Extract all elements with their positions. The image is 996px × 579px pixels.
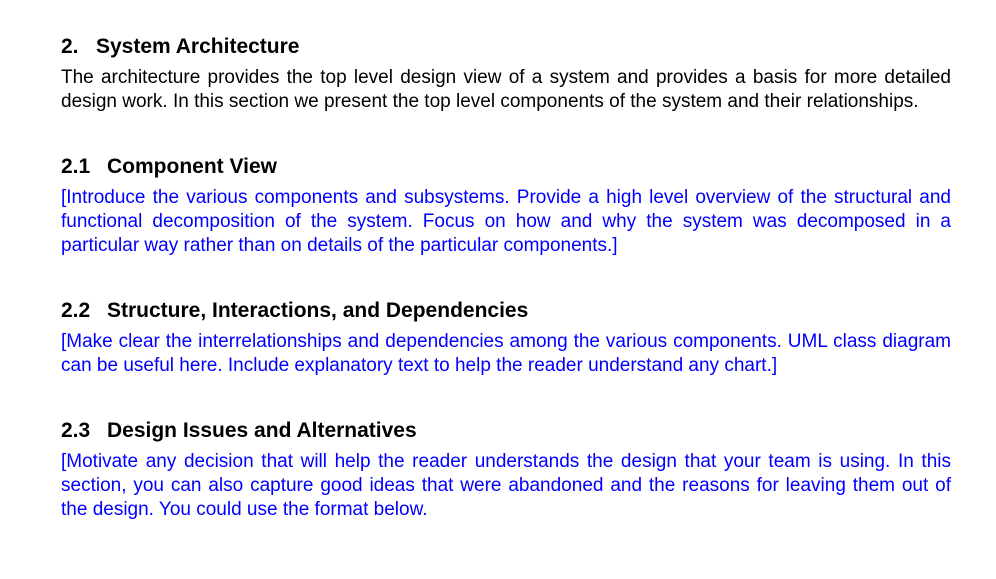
subsection-number: 2.1 xyxy=(61,155,91,178)
subsection-number: 2.2 xyxy=(61,299,91,322)
subsection-title: Design Issues and Alternatives xyxy=(107,419,417,442)
section-paragraph: The architecture provides the top level design view of a system and provides a basis for more detailed design work. In this section we present the top level components of the system and their relationships. xyxy=(61,67,951,112)
instruction-paragraph-design-issues: [Motivate any decision that will help the reader understands the design that your team is using. In this section, you can also capture good ideas that were abandoned and the reasons for leaving them out of the design. You could use the format below. xyxy=(61,451,951,520)
subsection-title: Component View xyxy=(107,155,277,178)
subsection-heading-design-issues xyxy=(61,414,951,448)
document-page xyxy=(61,30,951,522)
section-heading xyxy=(61,30,951,64)
subsection-number: 2.3 xyxy=(61,419,91,442)
instruction-paragraph-structure: [Make clear the interrelationships and dependencies among the various components. UML class diagram can be useful here. Include explanatory text to help the reader understand any chart.] xyxy=(61,331,951,376)
subsection-heading-component-view xyxy=(61,150,951,184)
subsection-title: Structure, Interactions, and Dependencies xyxy=(107,299,529,322)
section-title: System Architecture xyxy=(96,35,300,58)
subsection-heading-structure xyxy=(61,294,951,328)
instruction-paragraph-component-view: [Introduce the various components and subsystems. Provide a high level overview of the structural and functional decomposition of the system. Focus on how and why the system was decomposed in a particular way rather than on details of the particular components.] xyxy=(61,187,951,256)
section-number: 2. xyxy=(61,35,79,58)
